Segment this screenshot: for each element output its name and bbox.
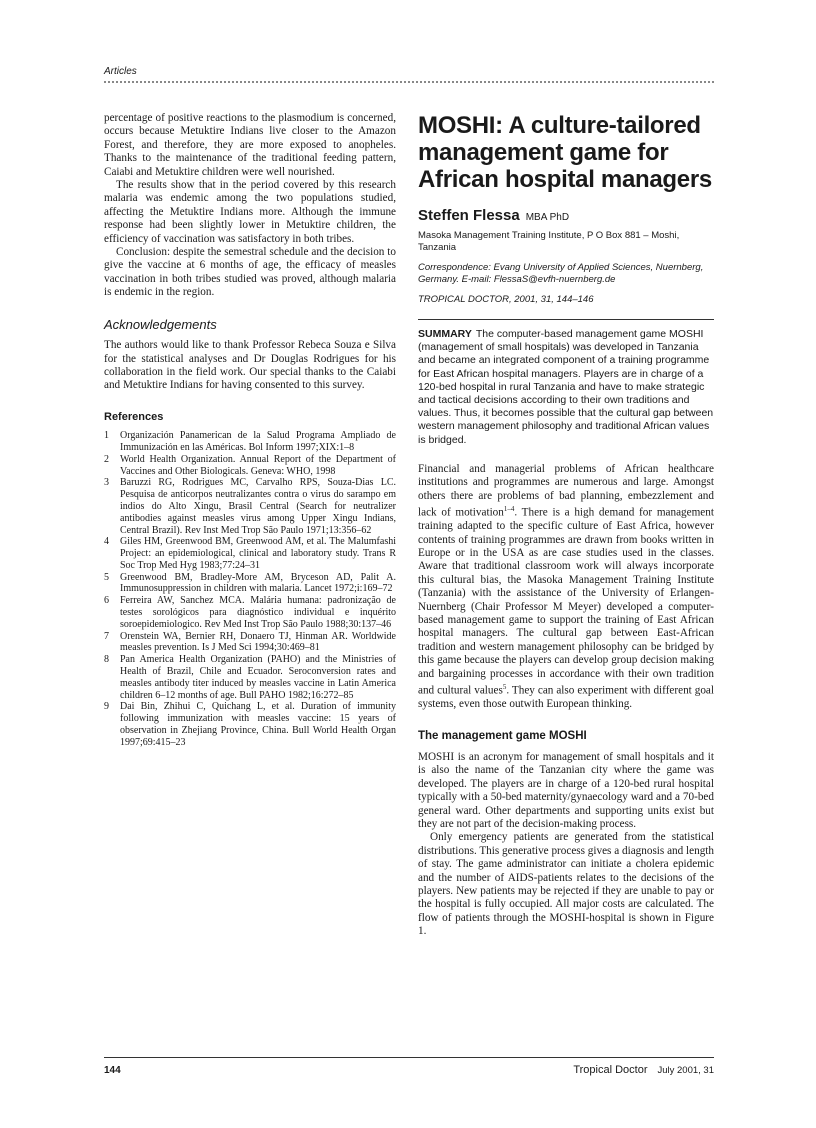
journal-name: Tropical Doctor [573,1064,648,1076]
right-column [418,112,714,939]
right-body [418,463,714,939]
citation: TROPICAL DOCTOR, 2001, 31, 144–146 [418,294,594,305]
references-list [104,430,396,749]
summary-text: The computer-based management game MOSHI (management of small hospitals) was developed in Tanzania and became an integrated component of a training programme for East African hospital managers. Players are in charge of a 120-bed hospital in rural Tanzania and have to make strategic and tactical decisions according to their own traditions and values. Thus, it becomes possible that the cultural gap between western management philosophy and traditional African values is bridged. [418,328,714,446]
reference-item: 8 Pan America Health Organization (PAHO) and the Ministries of Health of Brazil, Chile and Ecuador. Seroconversion rates and measles antibody titer induced by measles vaccine in Latin America children 6–12 months of age. Bull PAHO 1982;16:272–85 [104,654,396,701]
body-paragraph: The results show that in the period covered by this research malaria was endemic among the two populations studied, affecting the Metuktire Indians more. Although the immune response had been slightly lower in Metuktire children, the efficiency of vaccination was satisfactory in both tribes. [104,179,396,245]
reference-item: 6 Ferreira AW, Sanchez MCA. Malária humana: padronização de testes sorológicos para diagnóstico individual e inquérito soroepidemiologico. Rev Med Inst Trop São Paulo 1988;30:137–46 [104,595,396,630]
acknowledgements-heading: Acknowledgements [104,316,217,332]
reference-item: 4 Giles HM, Greenwood BM, Greenwood AM, et al. The Malumfashi Project: an epidemiological, clinical and laboratory study. Trans R Soc Trop Med Hyg 1983;77:24–31 [104,536,396,571]
intro-paragraph: Financial and managerial problems of African healthcare institutions and programmes are numerous and large. Amongst others there are problems of bad planning, embezzlement and lack of motivation$^{1-4}$. There is a high demand for management training adapted to the specific culture of East Africa, however contents of training programmes are drawn from books written in Europe or in the USA as are case studies used in the classes. Aware that traditional classroom work will always incorporate this cultural bias, the Masoka Management Training Institute (Tanzania) with the assistance of the University of Erlangen-Nuernberg (Chair Professor M Meyer) developed a computer-based management game to support the training of East African hospital managers. The cultural gap between East-African tradition and western management philosophy can be bridged by this game because the players can develop group decision making and bargaining processes in accordance with their own tradition and cultural values$^5$. They can also experiment with different goal systems, even those outwith European thinking. [418,462,714,711]
header-divider [104,81,714,86]
author-line [418,207,714,224]
reference-item: 3 Baruzzi RG, Rodrigues MC, Carvalho RPS, Souza-Dias LC. Pesquisa de anticorpos neutralizantes contra o virus do sarampo em indios do Alto Xingu, Brasil Central (Search for neutralizer antibodies against measles virus among Upper Xingu Indians, Central Brazil). Rev Inst Med Trop São Paulo 1971;13:356–62 [104,477,396,536]
management-game-heading: The management game MOSHI [418,729,587,742]
summary [418,328,714,447]
article-title: MOSHI: A culture-tailored management game for African hospital managers [418,112,712,193]
journal-issue: July 2001, 31 [657,1065,714,1076]
reference-item: 7 Orenstein WA, Bernier RH, Donaero TJ, Hinman AR. Worldwide measles prevention. Is J Med Sci 1994;30:469–81 [104,630,396,654]
author-name: Steffen Flessa [418,207,520,224]
body-paragraph: percentage of positive reactions to the plasmodium is concerned, occurs because Metuktire Indians live closer to the Amazon Forest, and therefore, they are more exposed to anopheles. Thanks to the maintenance of the traditional feeding pattern, Caiabi and Metuktire children were well nourished. [104,112,396,178]
summary-divider [418,319,714,320]
correspondence: Correspondence: Evang University of Applied Sciences, Nuernberg, Germany. E-mail: FlessaS@evfh-nuernberg.de [418,262,704,285]
footer-divider [104,1057,714,1058]
author-degrees: MBA PhD [525,212,570,223]
page-number: 144 [104,1065,121,1076]
references-heading: References [104,410,164,423]
reference-item: 2 World Health Organization. Annual Report of the Department of Vaccines and Other Biologicals. Geneva: WHO, 1998 [104,453,396,477]
body-paragraph: MOSHI is an acronym for management of small hospitals and it is also the name of the Tanzanian city where the game was developed. The players are in charge of a 120-bed rural hospital typically with a 50-bed maternity/gynaecology ward and a 70-bed general ward. Other departments and supporting units exist but they are not part of the decision-making process. [418,751,714,831]
reference-item: 5 Greenwood BM, Bradley-More AM, Bryceson AD, Palit A. Immunosuppression in children with malaria. Lancet 1972;i:169–72 [104,571,396,595]
left-column [104,112,396,749]
body-paragraph: Only emergency patients are generated from the statistical distributions. This generative process gives a diagnosis and length of stay. The game administrator can initiate a cholera epidemic and the number of AIDS-patients relates to the decisions of the players. New patients may be rejected if they are unable to pay or the hospital is fully occupied. All major costs are calculated. The flow of patients through the MOSHI-hospital is shown in Figure 1. [418,831,714,938]
acknowledgements-text: The authors would like to thank Professor Rebeca Souza e Silva for the statistical analyses and Dr Douglas Rodrigues for his collaboration in the field work. Our special thanks to the Caiabi and Metuktire Indians for having consented to this survey. [104,339,396,392]
reference-item: 9 Dai Bin, Zhihui C, Quichang L, et al. Duration of immunity following immunization with measles vaccine: 15 years of observation in Zhejiang Province, China. Bull World Health Organ 1997;69:415–23 [104,701,396,748]
section-label: Articles [104,66,137,77]
body-paragraph: Conclusion: despite the semestral schedule and the decision to give the vaccine at 6 months of age, the efficacy of measles vaccination in both tribes studied was proved, although malaria is endemic in the region. [104,246,396,299]
affiliation: Masoka Management Training Institute, P O Box 881 – Moshi, Tanzania [418,230,680,253]
reference-item: 1 Organización Panamerican de la Salud Programa Ampliado de Immunización en las Américas. Bol Inform 1997;XIX:1–8 [104,430,396,453]
summary-label: SUMMARY [418,328,472,340]
journal-footer [573,1064,714,1076]
